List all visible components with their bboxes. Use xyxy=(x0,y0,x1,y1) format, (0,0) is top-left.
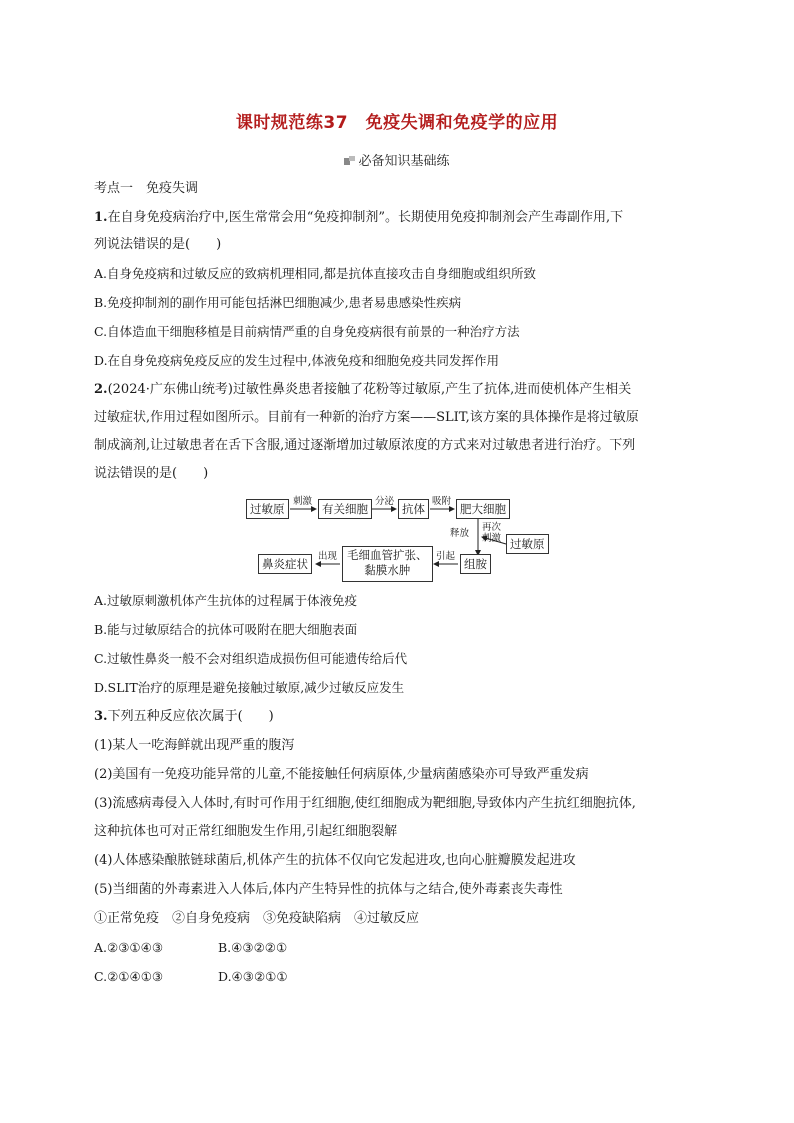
q1-stem-text: 在自身免疫病治疗中,医生常常会用“免疫抑制剂”。长期使用免疫抑制剂会产生毒副作用,下 xyxy=(107,210,624,225)
q1-option-c: C.自体造血干细胞移植是目前病情严重的自身免疫病很有前景的一种治疗方法 xyxy=(94,324,520,339)
edge-label-again-line2: 刺激 xyxy=(482,533,502,544)
node-allergen: 过敏原 xyxy=(246,499,289,519)
q2-stem-text: (2024·广东佛山统考)过敏性鼻炎患者接触了花粉等过敏原,产生了抗体,进而使机体产生相关 xyxy=(107,382,632,397)
q2-option-a: A.过敏原刺激机体产生抗体的过程属于体液免疫 xyxy=(94,593,358,608)
q2-option-b: B.能与过敏原结合的抗体可吸附在肥大细胞表面 xyxy=(94,622,358,637)
edge-label-secrete: 分泌 xyxy=(375,496,395,507)
q2-option-d: D.SLIT治疗的原理是避免接触过敏原,减少过敏反应发生 xyxy=(94,680,405,695)
q3-stem xyxy=(94,708,274,726)
q3-option-c: C.②①④①③ xyxy=(94,969,164,984)
q2-number: 2. xyxy=(94,382,108,397)
node-vessel-dilation xyxy=(342,546,433,582)
q3-item-1: (1)某人一吃海鲜就出现严重的腹泻 xyxy=(94,738,295,753)
q1-option-a: A.自身免疫病和过敏反应的致病机理相同,都是抗体直接攻击自身细胞或组织所致 xyxy=(94,266,536,281)
node-vessel-dilation-line2: 黏膜水肿 xyxy=(364,563,411,577)
q1-stem-line1 xyxy=(94,209,623,227)
q3-option-b: B.④③②②① xyxy=(218,940,288,955)
q3-item-2: (2)美国有一免疫功能异常的儿童,不能接触任何病原体,少量病菌感染亦可导致严重发病 xyxy=(94,767,589,782)
node-related-cells: 有关细胞 xyxy=(318,499,372,519)
q2-stem-line3: 制成滴剂,让过敏患者在舌下含服,通过逐渐增加过敏原浓度的方式来对过敏患者进行治疗。下列 xyxy=(94,438,636,453)
node-histamine: 组胺 xyxy=(460,554,491,574)
section-subtitle xyxy=(0,150,794,169)
document-icon xyxy=(344,156,356,166)
q1-number: 1. xyxy=(94,210,108,225)
q3-choices: ①正常免疫 ②自身免疫病 ③免疫缺陷病 ④过敏反应 xyxy=(94,911,420,926)
node-rhinitis-symptoms: 鼻炎症状 xyxy=(258,554,312,574)
q3-option-d: D.④③②①① xyxy=(218,969,288,984)
subtitle-text: 必备知识基础练 xyxy=(358,154,450,169)
q3-number: 3. xyxy=(94,709,108,724)
q3-item-5: (5)当细菌的外毒素进入人体后,体内产生特异性的抗体与之结合,使外毒素丧失毒性 xyxy=(94,882,563,897)
q3-item-4: (4)人体感染酿脓链球菌后,机体产生的抗体不仅向它发起进攻,也向心脏瓣膜发起进攻 xyxy=(94,853,576,868)
node-antibody: 抗体 xyxy=(398,499,429,519)
edge-label-release: 释放 xyxy=(450,528,470,539)
node-allergen-second: 过敏原 xyxy=(506,534,549,554)
q2-stem-line4: 说法错误的是( ) xyxy=(94,466,209,481)
edge-label-again-line1: 再次 xyxy=(482,522,502,533)
q2-option-c: C.过敏性鼻炎一般不会对组织造成损伤但可能遗传给后代 xyxy=(94,651,408,666)
q3-option-a: A.②③①④③ xyxy=(94,940,164,955)
node-vessel-dilation-line1: 毛细血管扩张、 xyxy=(347,548,428,562)
allergy-flow-diagram xyxy=(244,496,554,578)
edge-label-adsorb: 吸附 xyxy=(432,496,452,507)
node-mast-cell: 肥大细胞 xyxy=(456,499,510,519)
q1-option-b: B.免疫抑制剂的副作用可能包括淋巴细胞减少,患者易患感染性疾病 xyxy=(94,295,462,310)
section-label: 考点一 免疫失调 xyxy=(94,181,199,196)
q3-item-3-cont: 这种抗体也可对正常红细胞发生作用,引起红细胞裂解 xyxy=(94,824,398,839)
q3-stem-text: 下列五种反应依次属于( ) xyxy=(107,709,274,724)
edge-label-appear: 出现 xyxy=(318,551,338,562)
q2-stem-line2: 过敏症状,作用过程如图所示。目前有一种新的治疗方案——SLIT,该方案的具体操作是将过敏原 xyxy=(94,410,639,425)
page-title: 课时规范练37 免疫失调和免疫学的应用 xyxy=(235,113,559,133)
q1-stem-line2: 列说法错误的是( ) xyxy=(94,237,222,252)
q2-stem-line1 xyxy=(94,381,631,399)
edge-label-cause: 引起 xyxy=(436,551,456,562)
edge-label-stimulate: 刺激 xyxy=(293,496,313,507)
q1-option-d: D.在自身免疫病免疫反应的发生过程中,体液免疫和细胞免疫共同发挥作用 xyxy=(94,353,500,368)
q3-item-3: (3)流感病毒侵入人体时,有时可作用于红细胞,使红细胞成为靶细胞,导致体内产生抗红细胞抗体, xyxy=(94,796,636,811)
